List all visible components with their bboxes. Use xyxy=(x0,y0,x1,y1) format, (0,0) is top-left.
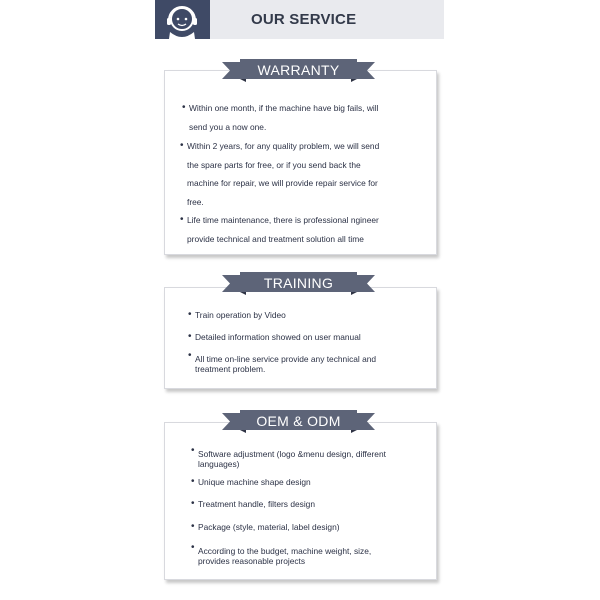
list-item: • Package (style, material, label design) xyxy=(198,518,423,537)
warranty-title: WARRANTY xyxy=(257,62,340,78)
bullet-icon: • xyxy=(188,350,192,361)
list-item: • Treatment handle, filters design xyxy=(198,495,423,514)
list-item: • Unique machine shape design xyxy=(198,473,423,492)
warranty-banner xyxy=(222,59,375,82)
bullet-icon: • xyxy=(180,140,184,151)
bullet-icon: • xyxy=(182,102,186,113)
training-title: TRAINING xyxy=(263,275,334,291)
bullet-icon: • xyxy=(180,214,184,225)
bullet-icon: • xyxy=(188,331,192,342)
bullet-icon: • xyxy=(191,498,195,509)
headset-support-icon xyxy=(155,0,210,39)
list-item: • Train operation by Video xyxy=(195,306,415,325)
bullet-icon: • xyxy=(191,521,195,532)
bullet-icon: • xyxy=(191,542,195,553)
list-item: • Within 2 years, for any quality problem, we will send the spare parts for free, or if you send back the machine for repair, we will provide repair service for free. xyxy=(187,137,427,211)
bullet-icon: • xyxy=(191,476,195,487)
list-item: • According to the budget, machine weight, size, provides reasonable projects xyxy=(191,542,372,566)
oem-banner xyxy=(222,410,375,433)
list-item: • Detailed information showed on user manual xyxy=(195,328,415,347)
oem-title: OEM & ODM xyxy=(256,413,341,429)
training-banner xyxy=(222,272,375,295)
page-title: OUR SERVICE xyxy=(251,11,357,28)
list-item: • Software adjustment (logo &menu design, different languages) xyxy=(191,445,386,469)
service-header xyxy=(155,0,444,39)
list-item: • Life time maintenance, there is professional ngineer provide technical and treatment solution all time xyxy=(187,211,427,248)
list-item: • All time on-line service provide any technical and treatment problem. xyxy=(188,350,377,374)
list-item: • Within one month, if the machine have big fails, will send you a now one. xyxy=(189,99,424,136)
bullet-icon: • xyxy=(188,309,192,320)
bullet-icon: • xyxy=(191,445,195,456)
